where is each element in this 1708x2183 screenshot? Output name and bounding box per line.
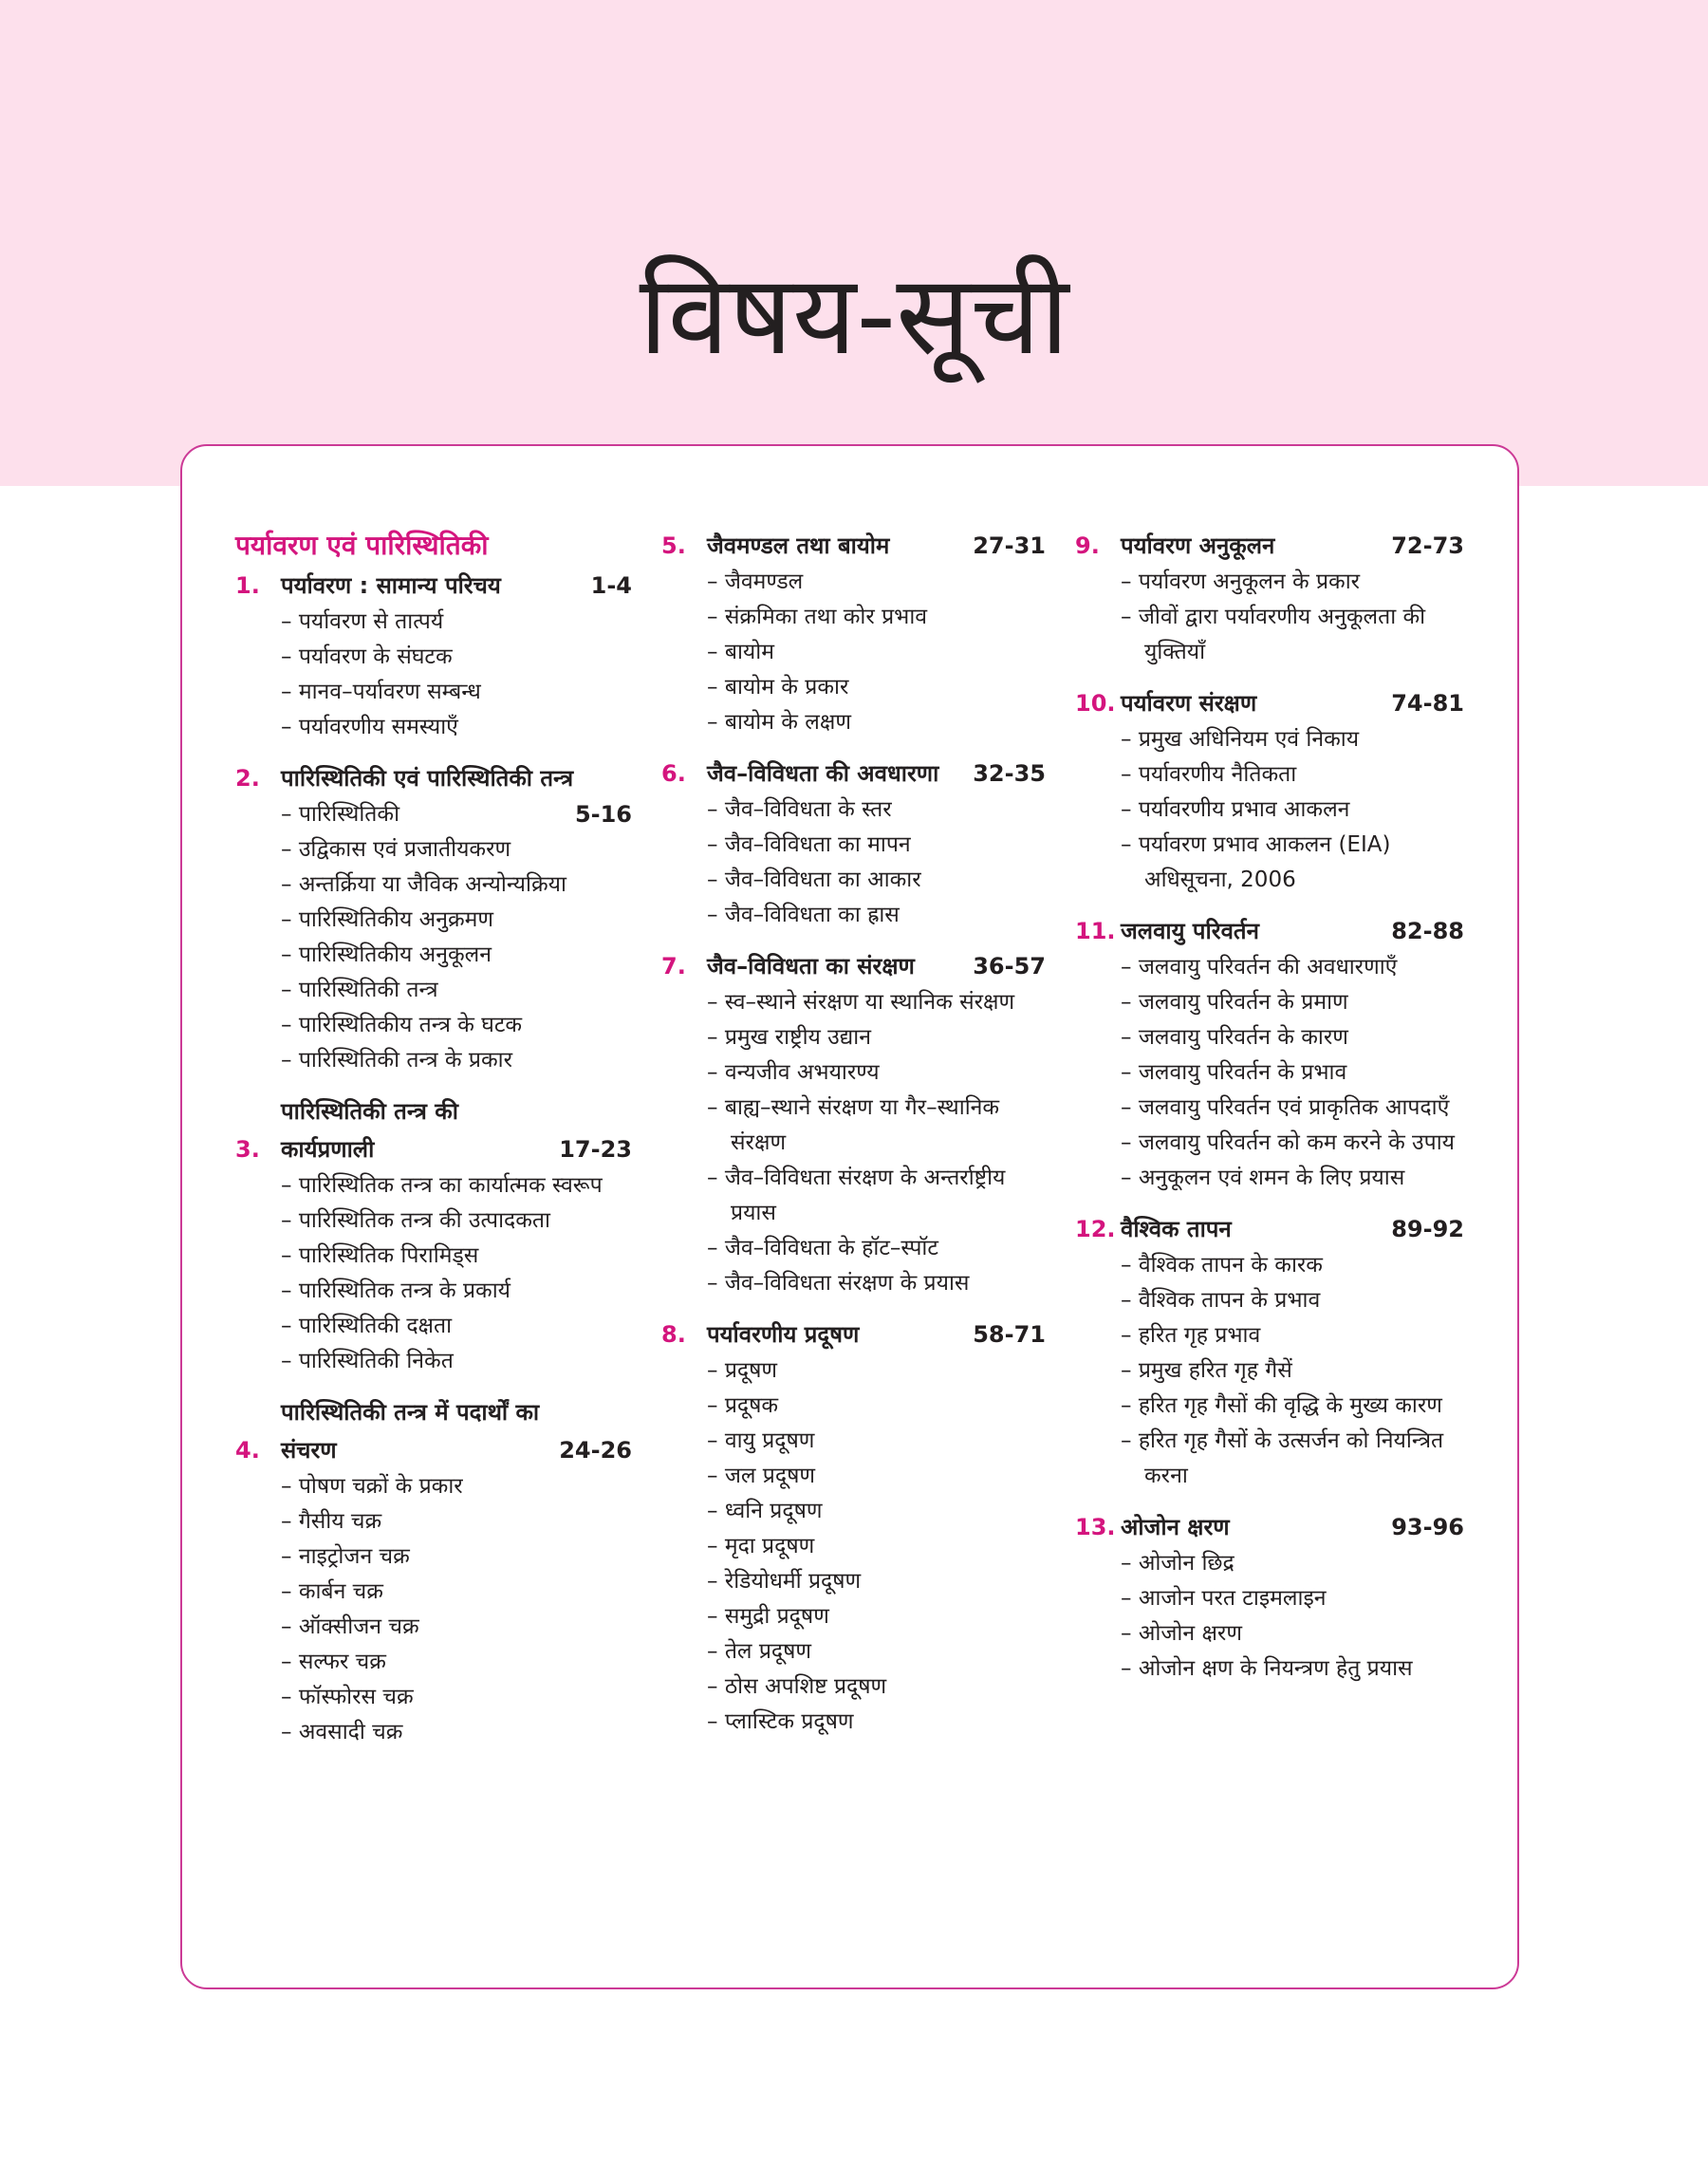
topic-item[interactable]	[1121, 985, 1464, 1020]
chapter-heading[interactable]	[1075, 527, 1464, 565]
topic-label: – पारिस्थितिकी दक्षता	[281, 1314, 452, 1338]
topic-item[interactable]	[281, 1715, 632, 1750]
contents-column-2	[661, 527, 1046, 1754]
topic-label: – जैव–विविधता के स्तर	[707, 797, 892, 822]
chapter-4[interactable]	[235, 1393, 632, 1750]
section-title: पर्यावरण एवं पारिस्थितिकी	[235, 530, 489, 561]
topic-item[interactable]	[281, 1239, 632, 1274]
topic-label: – वायु प्रदूषण	[707, 1428, 814, 1453]
topic-label: – प्रमुख राष्ट्रीय उद्यान	[707, 1025, 871, 1050]
topic-item[interactable]	[707, 1389, 1046, 1424]
chapter-number: 13.	[1075, 1514, 1116, 1540]
chapter-title: पर्यावरणीय प्रदूषण	[707, 1321, 860, 1348]
chapter-5[interactable]	[661, 527, 1046, 740]
topic-item[interactable]	[281, 1539, 632, 1575]
topic-item[interactable]	[1121, 1581, 1464, 1616]
chapter-heading[interactable]	[235, 567, 632, 605]
topic-item[interactable]	[1121, 793, 1464, 828]
chapter-heading[interactable]	[235, 1092, 632, 1168]
topic-item[interactable]	[281, 1344, 632, 1379]
topic-item[interactable]	[707, 1353, 1046, 1389]
topic-label: – स्व–स्थाने संरक्षण या स्थानिक संरक्षण	[707, 990, 1014, 1015]
topic-label: – सल्फर चक्र	[281, 1650, 386, 1674]
chapter-page-range: 82-88	[1391, 918, 1464, 944]
topic-label: – समुद्री प्रदूषण	[707, 1604, 829, 1629]
topic-item[interactable]	[281, 1645, 632, 1680]
topic-item[interactable]	[281, 1008, 632, 1043]
topic-list	[661, 793, 1046, 933]
chapter-page-range: 58-71	[973, 1321, 1046, 1348]
topic-item[interactable]	[1121, 1424, 1464, 1494]
topic-label: – जैव–विविधता का मापन	[707, 832, 911, 857]
chapter-heading[interactable]	[1075, 684, 1464, 722]
chapter-13[interactable]	[1075, 1508, 1464, 1687]
topic-item[interactable]	[281, 1680, 632, 1715]
topic-list	[1075, 722, 1464, 898]
topic-item[interactable]	[707, 1424, 1046, 1459]
topic-item[interactable]	[281, 1469, 632, 1504]
chapter-12[interactable]	[1075, 1210, 1464, 1494]
topic-label: – ओजोन क्षरण	[1121, 1621, 1242, 1646]
chapter-2[interactable]	[235, 759, 632, 1078]
topic-item[interactable]	[1121, 1318, 1464, 1353]
topic-item[interactable]	[707, 1020, 1046, 1055]
topic-label: – रेडियोधर्मी प्रदूषण	[707, 1569, 861, 1594]
topic-item[interactable]	[707, 1494, 1046, 1529]
topic-list	[1075, 1248, 1464, 1494]
topic-item[interactable]	[281, 1309, 632, 1344]
topic-label: – जलवायु परिवर्तन को कम करने के उपाय	[1121, 1130, 1455, 1155]
topic-label: – तेल प्रदूषण	[707, 1639, 811, 1664]
chapter-page-range: 27-31	[973, 532, 1046, 559]
chapter-title: जैव–विविधता का संरक्षण	[707, 953, 915, 980]
topic-label: – मानव–पर्यावरण सम्बन्ध	[281, 680, 481, 704]
topic-label: – पारिस्थितिक तन्त्र का कार्यात्मक स्वरूप	[281, 1173, 603, 1198]
topic-item[interactable]	[1121, 1283, 1464, 1318]
chapter-heading[interactable]	[1075, 1210, 1464, 1248]
header-band	[0, 0, 1708, 486]
topic-label: – उद्विकास एवं प्रजातीयकरण	[281, 837, 511, 862]
topic-item[interactable]	[1121, 1353, 1464, 1389]
topic-list	[1075, 950, 1464, 1196]
topic-label: – बायोम	[707, 640, 774, 664]
chapter-6[interactable]	[661, 755, 1046, 933]
topic-item[interactable]	[1121, 757, 1464, 793]
chapter-9[interactable]	[1075, 527, 1464, 670]
contents-column-1	[235, 527, 632, 1764]
topic-item[interactable]	[281, 1043, 632, 1078]
topic-item[interactable]	[707, 1564, 1046, 1599]
topic-label: – ध्वनि प्रदूषण	[707, 1499, 823, 1523]
topic-label: – पर्यावरणीय प्रभाव आकलन	[1121, 797, 1349, 822]
topic-label: – ऑक्सीजन चक्र	[281, 1614, 419, 1639]
page-title: विषय-सूची	[639, 252, 1069, 380]
chapter-7[interactable]	[661, 947, 1046, 1301]
topic-label: – जलवायु परिवर्तन की अवधारणाएँ	[1121, 955, 1397, 980]
chapter-page-range: 24-26	[559, 1437, 632, 1464]
topic-label: – पारिस्थितिकी निकेत	[281, 1349, 454, 1373]
chapter-number: 7.	[661, 953, 686, 980]
topic-label: – आजोन परत टाइमलाइन	[1121, 1586, 1327, 1611]
topic-label: – पर्यावरण अनुकूलन के प्रकार	[1121, 569, 1360, 594]
topic-item[interactable]	[1121, 565, 1464, 600]
topic-item[interactable]	[1121, 1389, 1464, 1424]
chapter-heading[interactable]	[1075, 1508, 1464, 1546]
topic-item[interactable]	[707, 1459, 1046, 1494]
topic-label: – ओजोन क्षण के नियन्त्रण हेतु प्रयास	[1121, 1656, 1413, 1681]
topic-item[interactable]	[281, 973, 632, 1008]
topic-item[interactable]	[1121, 950, 1464, 985]
topic-label: – जैव–विविधता संरक्षण के प्रयास	[707, 1271, 969, 1296]
topic-list	[235, 797, 632, 1078]
topic-item[interactable]	[281, 1575, 632, 1610]
topic-list	[1075, 565, 1464, 670]
chapter-title: पारिस्थितिकी एवं पारिस्थितिकी तन्त्र	[281, 765, 574, 792]
topic-item[interactable]	[707, 985, 1046, 1020]
topic-label: – पर्यावरण के संघटक	[281, 644, 453, 669]
topic-item[interactable]	[707, 1634, 1046, 1670]
topic-item[interactable]	[281, 797, 632, 832]
chapter-10[interactable]	[1075, 684, 1464, 898]
chapter-title: जैव–विविधता की अवधारणा	[707, 760, 939, 787]
topic-label: – पर्यावरणीय नैतिकता	[1121, 762, 1296, 787]
topic-label: – पारिस्थितिक तन्त्र के प्रकार्य	[281, 1278, 511, 1303]
topic-item[interactable]	[281, 1274, 632, 1309]
topic-label: – जीवों द्वारा पर्यावरणीय अनुकूलता की युक्तियाँ	[1121, 605, 1425, 664]
topic-label: – पर्यावरण से तात्पर्य	[281, 609, 443, 634]
topic-item[interactable]	[707, 1266, 1046, 1301]
topic-label: – पर्यावरणीय समस्याएँ	[281, 715, 458, 739]
topic-item[interactable]	[281, 832, 632, 868]
chapter-number: 10.	[1075, 690, 1116, 717]
topic-label: – वैश्विक तापन के प्रभाव	[1121, 1288, 1320, 1313]
topic-item[interactable]	[707, 1599, 1046, 1634]
topic-label: – कार्बन चक्र	[281, 1579, 383, 1604]
topic-label: – प्रदूषण	[707, 1358, 777, 1383]
topic-label: – जलवायु परिवर्तन एवं प्राकृतिक आपदाएँ	[1121, 1095, 1449, 1120]
chapter-title: पर्यावरण : सामान्य परिचय	[281, 572, 501, 599]
topic-item[interactable]	[281, 710, 632, 745]
topic-item[interactable]	[707, 600, 1046, 635]
topic-item[interactable]	[707, 863, 1046, 898]
topic-item[interactable]	[281, 1168, 632, 1203]
topic-label: – ओजोन छिद्र	[1121, 1551, 1235, 1576]
topic-label: – नाइट्रोजन चक्र	[281, 1544, 410, 1569]
topic-item[interactable]	[281, 938, 632, 973]
chapter-number: 1.	[235, 572, 260, 599]
topic-list	[661, 1353, 1046, 1740]
topic-item[interactable]	[1121, 1546, 1464, 1581]
topic-label: – मृदा प्रदूषण	[707, 1534, 814, 1558]
chapter-heading[interactable]	[1075, 912, 1464, 950]
topic-label: – फॉस्फोरस चक्र	[281, 1685, 414, 1709]
chapter-page-range: 1-4	[590, 572, 632, 599]
topic-label: – प्लास्टिक प्रदूषण	[707, 1709, 854, 1734]
chapter-title: ओजोन क्षरण	[1121, 1514, 1230, 1540]
topic-label: – अवसादी चक्र	[281, 1720, 402, 1745]
topic-label: – हरित गृह गैसों के उत्सर्जन को नियन्त्रित करना	[1121, 1428, 1443, 1488]
chapter-heading[interactable]	[661, 1315, 1046, 1353]
topic-item[interactable]	[707, 635, 1046, 670]
topic-item[interactable]	[707, 898, 1046, 933]
topic-item[interactable]	[707, 1055, 1046, 1091]
chapter-3[interactable]	[235, 1092, 632, 1379]
topic-label: – पारिस्थितिकी तन्त्र के प्रकार	[281, 1048, 512, 1073]
topic-item[interactable]	[281, 675, 632, 710]
topic-item[interactable]	[281, 1610, 632, 1645]
topic-list	[661, 985, 1046, 1301]
chapter-number: 6.	[661, 760, 686, 787]
topic-label: – जैव–विविधता का आकार	[707, 868, 921, 892]
chapter-number: 11.	[1075, 918, 1116, 944]
chapter-number: 4.	[235, 1437, 260, 1464]
chapter-number: 3.	[235, 1136, 260, 1163]
chapter-title: जलवायु परिवर्तन	[1121, 918, 1259, 944]
topic-item[interactable]	[707, 828, 1046, 863]
topic-label: – वन्यजीव अभयारण्य	[707, 1060, 880, 1085]
topic-item[interactable]	[707, 1231, 1046, 1266]
chapter-heading[interactable]	[661, 527, 1046, 565]
topic-item[interactable]	[707, 1091, 1046, 1161]
chapter-title: वैश्विक तापन	[1121, 1216, 1232, 1242]
topic-item[interactable]	[707, 705, 1046, 740]
topic-list	[235, 1168, 632, 1379]
chapter-number: 5.	[661, 532, 686, 559]
chapter-number: 2.	[235, 765, 260, 792]
chapter-title: जैवमण्डल तथा बायोम	[707, 532, 890, 559]
topic-label: – जलवायु परिवर्तन के प्रभाव	[1121, 1060, 1346, 1085]
topic-label: – हरित गृह प्रभाव	[1121, 1323, 1260, 1348]
chapter-title: पर्यावरण संरक्षण	[1121, 690, 1257, 717]
topic-item[interactable]	[1121, 828, 1464, 898]
chapter-1[interactable]	[235, 567, 632, 745]
topic-item[interactable]	[707, 670, 1046, 705]
topic-label: – बायोम के लक्षण	[707, 710, 851, 735]
chapter-8[interactable]	[661, 1315, 1046, 1740]
topic-item[interactable]	[707, 1670, 1046, 1705]
chapter-page-range: 72-73	[1391, 532, 1464, 559]
topic-item[interactable]	[1121, 1126, 1464, 1161]
topic-item[interactable]	[281, 868, 632, 903]
chapter-number: 9.	[1075, 532, 1100, 559]
topic-label: – पारिस्थितिक तन्त्र की उत्पादकता	[281, 1208, 550, 1233]
topic-label: – जलवायु परिवर्तन के कारण	[1121, 1025, 1348, 1050]
topic-label: – जल प्रदूषण	[707, 1464, 815, 1488]
topic-item[interactable]	[1121, 600, 1464, 670]
topic-list	[235, 1469, 632, 1750]
topic-label: – प्रदूषक	[707, 1393, 778, 1418]
chapter-heading[interactable]	[235, 1393, 632, 1469]
topic-item[interactable]	[707, 1529, 1046, 1564]
topic-label: – पोषण चक्रों के प्रकार	[281, 1474, 463, 1499]
topic-label: – ठोस अपशिष्ट प्रदूषण	[707, 1674, 886, 1699]
topic-label: – गैसीय चक्र	[281, 1509, 381, 1534]
chapter-page-range: 5-16	[574, 801, 632, 828]
contents-column-3	[1075, 527, 1464, 1701]
topic-label: – पारिस्थितिकी तन्त्र	[281, 978, 438, 1002]
chapter-page-range: 93-96	[1391, 1514, 1464, 1540]
topic-item[interactable]	[281, 1203, 632, 1239]
topic-item[interactable]	[281, 605, 632, 640]
topic-item[interactable]	[1121, 1248, 1464, 1283]
topic-label: – पारिस्थितिकीय तन्त्र के घटक	[281, 1013, 522, 1037]
chapter-page-range: 32-35	[973, 760, 1046, 787]
topic-item[interactable]	[707, 565, 1046, 600]
topic-label: – प्रमुख हरित गृह गैसें	[1121, 1358, 1292, 1383]
chapter-heading[interactable]	[661, 947, 1046, 985]
chapter-number: 8.	[661, 1321, 686, 1348]
chapter-page-range: 17-23	[559, 1136, 632, 1163]
chapter-page-range: 36-57	[973, 953, 1046, 980]
topic-item[interactable]	[281, 1504, 632, 1539]
topic-list	[1075, 1546, 1464, 1687]
topic-item[interactable]	[1121, 722, 1464, 757]
topic-label: – पारिस्थितिकी	[305, 797, 405, 832]
topic-item[interactable]	[707, 793, 1046, 828]
chapter-heading[interactable]	[661, 755, 1046, 793]
chapter-number: 12.	[1075, 1216, 1116, 1242]
topic-label: – जैव–विविधता का ह्रास	[707, 903, 900, 927]
topic-label: – बाह्य–स्थाने संरक्षण या गैर–स्थानिक संरक्षण	[707, 1095, 999, 1155]
chapter-title: पर्यावरण अनुकूलन	[1121, 532, 1275, 559]
chapter-page-range: 89-92	[1391, 1216, 1464, 1242]
topic-label: – प्रमुख अधिनियम एवं निकाय	[1121, 727, 1359, 752]
chapter-11[interactable]	[1075, 912, 1464, 1196]
topic-item[interactable]	[281, 903, 632, 938]
topic-label: – पारिस्थितिकीय अनुकूलन	[281, 942, 492, 967]
topic-label: – जैवमण्डल	[707, 569, 803, 594]
topic-label: – वैश्विक तापन के कारक	[1121, 1253, 1323, 1278]
chapter-heading[interactable]	[235, 759, 632, 797]
topic-label: – बायोम के प्रकार	[707, 675, 848, 700]
topic-label: – पारिस्थितिक पिरामिड्स	[281, 1243, 478, 1268]
topic-label: – अनुकूलन एवं शमन के लिए प्रयास	[1121, 1166, 1404, 1190]
topic-label: – जलवायु परिवर्तन के प्रमाण	[1121, 990, 1348, 1015]
topic-label: – पर्यावरण प्रभाव आकलन (EIA) अधिसूचना, 2006	[1121, 832, 1390, 892]
chapter-title: पारिस्थितिकी तन्त्र में पदार्थों का संचरण	[281, 1399, 540, 1464]
topic-label: – पारिस्थितिकीय अनुक्रमण	[281, 907, 493, 932]
topic-item[interactable]	[1121, 1651, 1464, 1687]
topic-item[interactable]	[281, 640, 632, 675]
topic-item[interactable]	[1121, 1091, 1464, 1126]
topic-label: – जैव–विविधता संरक्षण के अन्तर्राष्ट्रीय प्रयास	[707, 1166, 1005, 1225]
chapter-title: पारिस्थितिकी तन्त्र की कार्यप्रणाली	[281, 1098, 458, 1163]
chapter-page-range: 74-81	[1391, 690, 1464, 717]
topic-item[interactable]	[707, 1705, 1046, 1740]
topic-item[interactable]	[1121, 1055, 1464, 1091]
topic-item[interactable]	[1121, 1020, 1464, 1055]
topic-list	[235, 605, 632, 745]
topic-item[interactable]	[1121, 1616, 1464, 1651]
topic-label: – अन्तर्क्रिया या जैविक अन्योन्यक्रिया	[281, 872, 566, 897]
topic-list	[661, 565, 1046, 740]
topic-label: – जैव–विविधता के हॉट–स्पॉट	[707, 1236, 938, 1260]
topic-item[interactable]	[707, 1161, 1046, 1231]
topic-label: – संक्रमिका तथा कोर प्रभाव	[707, 605, 927, 629]
topic-item[interactable]	[1121, 1161, 1464, 1196]
topic-label: – हरित गृह गैसों की वृद्धि के मुख्य कारण	[1121, 1393, 1442, 1418]
